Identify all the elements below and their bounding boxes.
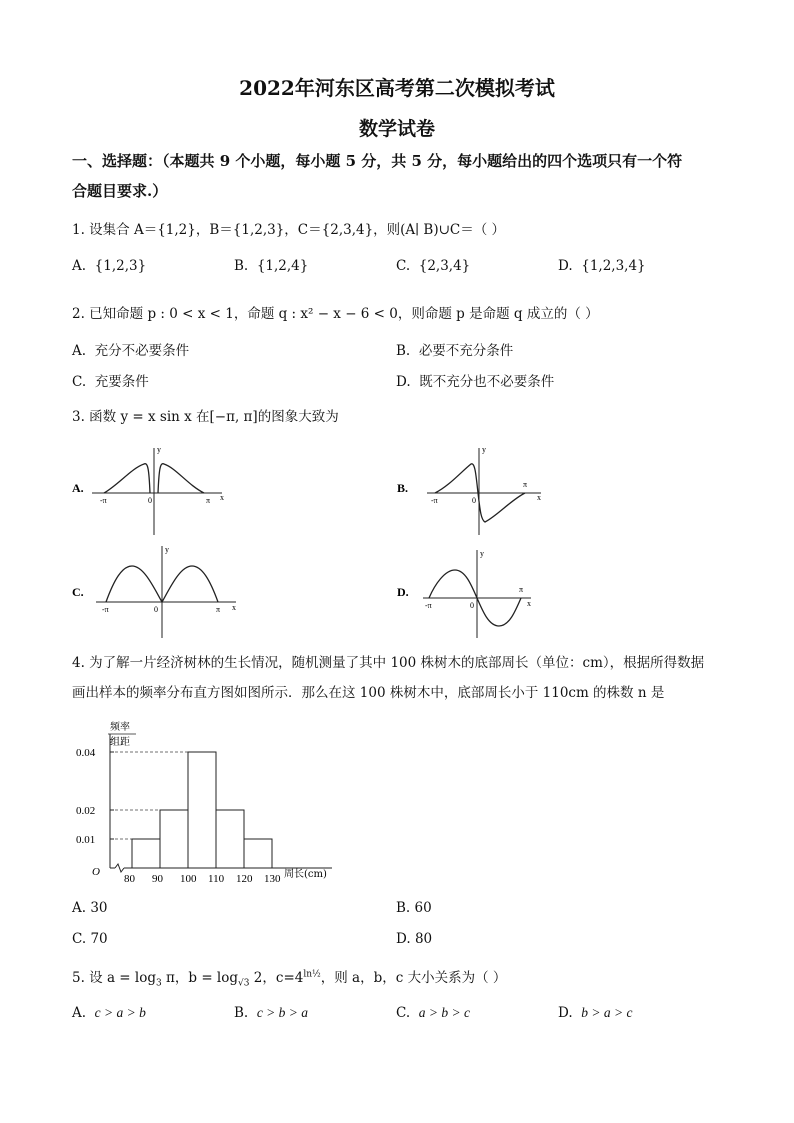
histogram-x-tick-label: 90	[152, 873, 163, 885]
q1-option-d: D. {1,2,3,4}	[558, 258, 646, 274]
q4-option-a: A. 30	[72, 900, 108, 916]
histogram-bar	[188, 752, 216, 868]
histogram-bar	[132, 839, 160, 868]
graph-a-svg	[70, 440, 240, 540]
graph-b-x-label: x	[537, 493, 541, 502]
histogram-ylabel-top: 频率	[110, 722, 130, 733]
section-heading-line2: 合题目要求.）	[72, 182, 168, 200]
page-title: 2022年河东区高考第二次模拟考试	[239, 76, 555, 100]
graph-a-neg-pi: -π	[100, 496, 107, 505]
question-1-stem: 1. 设集合 A＝{1,2}，B＝{1,2,3}，C＝{2,3,4}，则(A∣ B)∪C＝（ ）	[72, 222, 506, 238]
q2-option-c: C. 充要条件	[72, 374, 149, 390]
question-3-stem: 3. 函数 y = x sin x 在[−π, π]的图象大致为	[72, 409, 339, 425]
histogram-axis-break	[115, 864, 124, 872]
graph-d-svg	[395, 542, 565, 642]
histogram-x-tick-label: 110	[208, 873, 225, 885]
graph-b-origin: 0	[472, 496, 476, 505]
question-4-stem-line1: 4. 为了解一片经济树林的生长情况，随机测量了其中 100 株树木的底部周长（单位：cm），根据所得数据	[72, 655, 705, 671]
graph-option-d	[395, 542, 565, 642]
graph-a-origin: 0	[148, 496, 152, 505]
q5-option-d: D. b > a > c	[558, 1005, 633, 1021]
question-4-stem-line2: 画出样本的频率分布直方图如图所示．那么在这 100 株树木中，底部周长小于 110cm 的株数 n 是	[72, 685, 665, 701]
q2-option-a: A. 充分不必要条件	[72, 343, 190, 359]
graph-option-c	[70, 542, 250, 642]
graph-d-x-label: x	[527, 599, 531, 608]
q5-option-b: B. c > b > a	[234, 1005, 309, 1021]
graph-d-label: D.	[397, 585, 409, 599]
histogram-x-tick-label: 100	[180, 873, 197, 885]
histogram-y-tick-label: 0.02	[76, 805, 96, 817]
question-2-stem: 2. 已知命题 p : 0 < x < 1，命题 q : x² − x − 6 < 0，则命题 p 是命题 q 成立的（ ）	[72, 306, 599, 322]
histogram-bar	[216, 810, 244, 868]
histogram-marks	[76, 747, 281, 885]
page-subtitle: 数学试卷	[358, 118, 435, 140]
q4-option-c: C. 70	[72, 931, 108, 947]
q2-option-b: B. 必要不充分条件	[396, 343, 514, 359]
graph-c-origin: 0	[154, 605, 158, 614]
histogram-xlabel: 周长(cm)	[284, 869, 327, 880]
histogram-svg	[70, 712, 370, 887]
graph-a-label: A.	[72, 481, 84, 495]
graph-option-b	[395, 440, 565, 540]
graph-d-neg-pi: -π	[425, 601, 432, 610]
graph-a-x-label: x	[220, 493, 224, 502]
question-5-stem: 5. 设 $a = \log_3 \pi$，$b = \log_{√3} 2$，$c=4^{ln\frac{1}{2}}$，则 a，b，c 大小关系为（ ）	[72, 969, 507, 989]
graph-b-pi: π	[523, 480, 528, 489]
graph-c-svg	[70, 542, 250, 642]
q4-option-d: D. 80	[396, 931, 433, 947]
section-heading-line1: 一、选择题：（本题共 9 个小题，每小题 5 分，共 5 分，每小题给出的四个选项只有一个符	[72, 152, 683, 170]
graph-d-origin: 0	[470, 601, 474, 610]
histogram-bar	[160, 810, 188, 868]
q5-option-c: C. a > b > c	[396, 1005, 470, 1021]
histogram-bar	[244, 839, 272, 868]
graph-d-pi: π	[519, 585, 524, 594]
graph-c-neg-pi: -π	[102, 605, 109, 614]
q4-option-b: B. 60	[396, 900, 432, 916]
histogram-x-tick-label: 120	[236, 873, 253, 885]
q1-option-c: C. {2,3,4}	[396, 258, 471, 274]
graph-a-y-label: y	[157, 445, 161, 454]
histogram-x-tick-label: 130	[264, 873, 281, 885]
q1-option-a: A. {1,2,3}	[72, 258, 147, 274]
graph-c-x-label: x	[232, 603, 236, 612]
graph-b-neg-pi: -π	[431, 496, 438, 505]
graph-b-y-label: y	[482, 445, 486, 454]
q5-option-a: A. c > a > b	[72, 1005, 146, 1021]
histogram-y-tick-label: 0.04	[76, 747, 96, 759]
graph-b-label: B.	[397, 481, 409, 495]
histogram-x-tick-label: 80	[124, 873, 135, 885]
graph-option-a	[70, 440, 240, 540]
histogram-figure	[70, 712, 370, 887]
graph-c-pi: π	[216, 605, 221, 614]
graph-c-label: C.	[72, 585, 84, 599]
graph-a-pi: π	[206, 496, 211, 505]
graph-b-svg	[395, 440, 565, 540]
graph-d-y-label: y	[480, 549, 484, 558]
graph-c-y-label: y	[165, 545, 169, 554]
histogram-y-tick-label: 0.01	[76, 834, 96, 846]
q1-option-b: B. {1,2,4}	[234, 258, 309, 274]
histogram-ylabel-bottom: 组距	[110, 737, 130, 748]
histogram-origin: O	[92, 866, 100, 878]
q2-option-d: D. 既不充分也不必要条件	[396, 374, 555, 390]
